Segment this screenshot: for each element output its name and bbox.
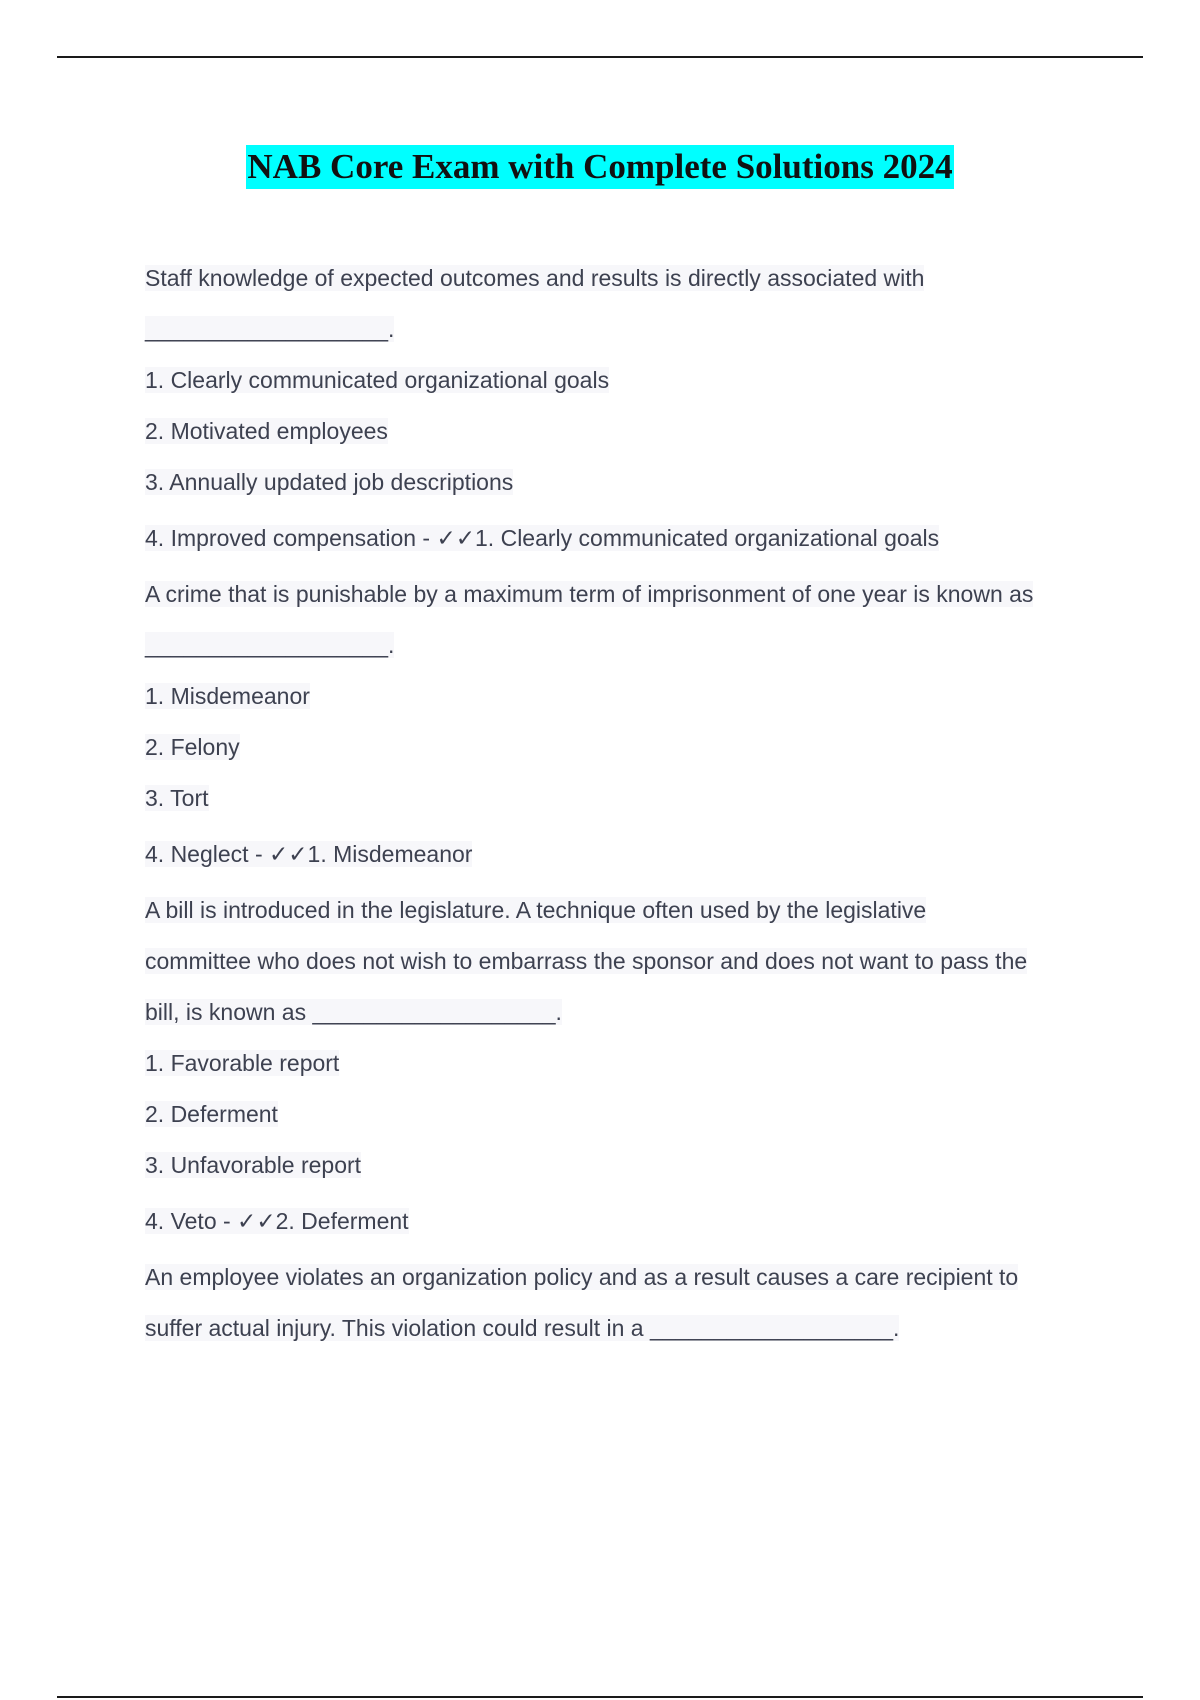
question-3-option-3: 3. Unfavorable report xyxy=(145,1152,362,1178)
header-rule xyxy=(57,56,1143,58)
question-1-option-2: 2. Motivated employees xyxy=(145,418,388,444)
footer-rule xyxy=(57,1696,1143,1698)
question-3-text-line-2: committee who does not wish to embarrass the sponsor and does not want to pass the xyxy=(145,948,1028,974)
question-2-text: A crime that is punishable by a maximum term of imprisonment of one year is known as xyxy=(145,581,1034,607)
question-3-text-line-1: A bill is introduced in the legislature. A technique often used by the legislative xyxy=(145,897,927,923)
question-3-text-line-3: bill, is known as ___________________. xyxy=(145,999,562,1025)
question-2-option-2: 2. Felony xyxy=(145,734,240,760)
question-3-option-1: 1. Favorable report xyxy=(145,1050,340,1076)
question-2-blank: ___________________. xyxy=(145,632,395,658)
question-1-blank: ___________________. xyxy=(145,316,395,342)
question-2-answer: 4. Neglect - ✓✓1. Misdemeanor xyxy=(145,841,473,867)
question-1-option-3: 3. Annually updated job descriptions xyxy=(145,469,514,495)
question-4-text-line-2: suffer actual injury. This violation could result in a ___________________. xyxy=(145,1315,900,1341)
page-title: NAB Core Exam with Complete Solutions 2024 xyxy=(246,145,953,189)
question-1-option-1: 1. Clearly communicated organizational goals xyxy=(145,367,610,393)
title-container xyxy=(0,145,1200,189)
question-1-text: Staff knowledge of expected outcomes and results is directly associated with xyxy=(145,265,925,291)
question-1-answer: 4. Improved compensation - ✓✓1. Clearly communicated organizational goals xyxy=(145,525,940,551)
question-4-text-line-1: An employee violates an organization policy and as a result causes a care recipient to xyxy=(145,1264,1019,1290)
question-2-option-1: 1. Misdemeanor xyxy=(145,683,310,709)
question-3-option-2: 2. Deferment xyxy=(145,1101,278,1127)
question-3-answer: 4. Veto - ✓✓2. Deferment xyxy=(145,1208,409,1234)
question-2-option-3: 3. Tort xyxy=(145,785,209,811)
document-body xyxy=(145,262,1095,1344)
